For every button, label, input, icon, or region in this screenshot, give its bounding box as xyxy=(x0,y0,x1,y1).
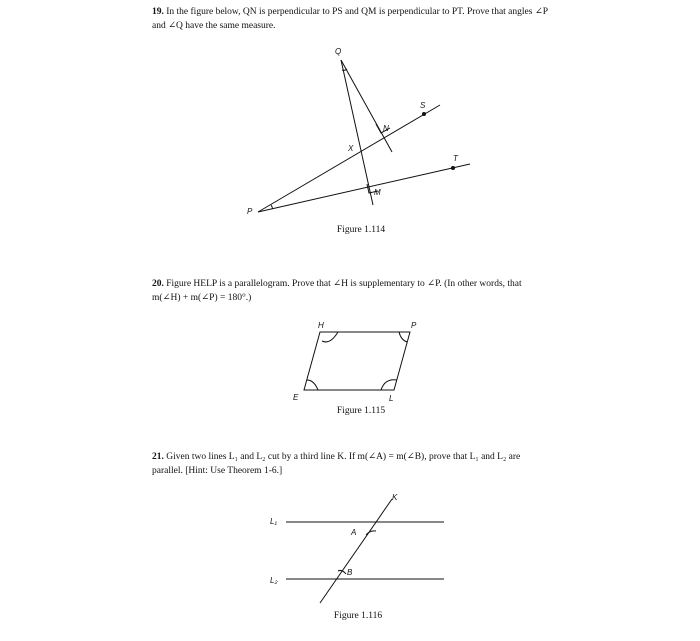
label-k: K xyxy=(392,493,398,502)
problem-text: Figure HELP is a parallelogram. Prove that ∠H is supplementary to ∠P. (In other words, that m(∠H) + m(∠P) = 180°.) xyxy=(152,279,522,303)
label-a: A xyxy=(351,528,357,537)
label-m: M xyxy=(374,188,381,197)
line-k xyxy=(320,499,392,603)
label-e: E xyxy=(293,393,299,402)
label-l: L xyxy=(389,394,394,403)
label-n: N xyxy=(383,124,389,133)
problem-number: 20. xyxy=(152,279,164,289)
label-l2: L₂ xyxy=(270,576,278,585)
problem-text: In the figure below, QN is perpendicular to PS and QM is perpendicular to PT. Prove that angles ∠P and ∠Q have the same measure. xyxy=(152,7,548,31)
problem-text: Given two lines L₁ and L₂ cut by a third line K. If m(∠A) = m(∠B), prove that L₁ and L₂ are parallel. [Hint: Use Theorem 1-6.] xyxy=(152,452,521,476)
label-t: T xyxy=(453,154,458,163)
figure-caption: Figure 1.115 xyxy=(336,406,386,416)
figure-caption: Figure 1.116 xyxy=(333,611,383,621)
label-l1: L₁ xyxy=(270,517,277,526)
label-p: P xyxy=(247,207,253,216)
label-x: X xyxy=(348,144,354,153)
label-p: P xyxy=(411,321,417,330)
label-h: H xyxy=(318,321,324,330)
problem-number: 21. xyxy=(152,452,164,462)
angle-arc-b xyxy=(338,570,346,574)
label-s: S xyxy=(420,101,426,110)
label-q: Q xyxy=(335,47,342,56)
figure-caption: Figure 1.114 xyxy=(336,225,386,235)
problem-number: 19. xyxy=(152,7,164,17)
label-b: B xyxy=(347,568,353,577)
